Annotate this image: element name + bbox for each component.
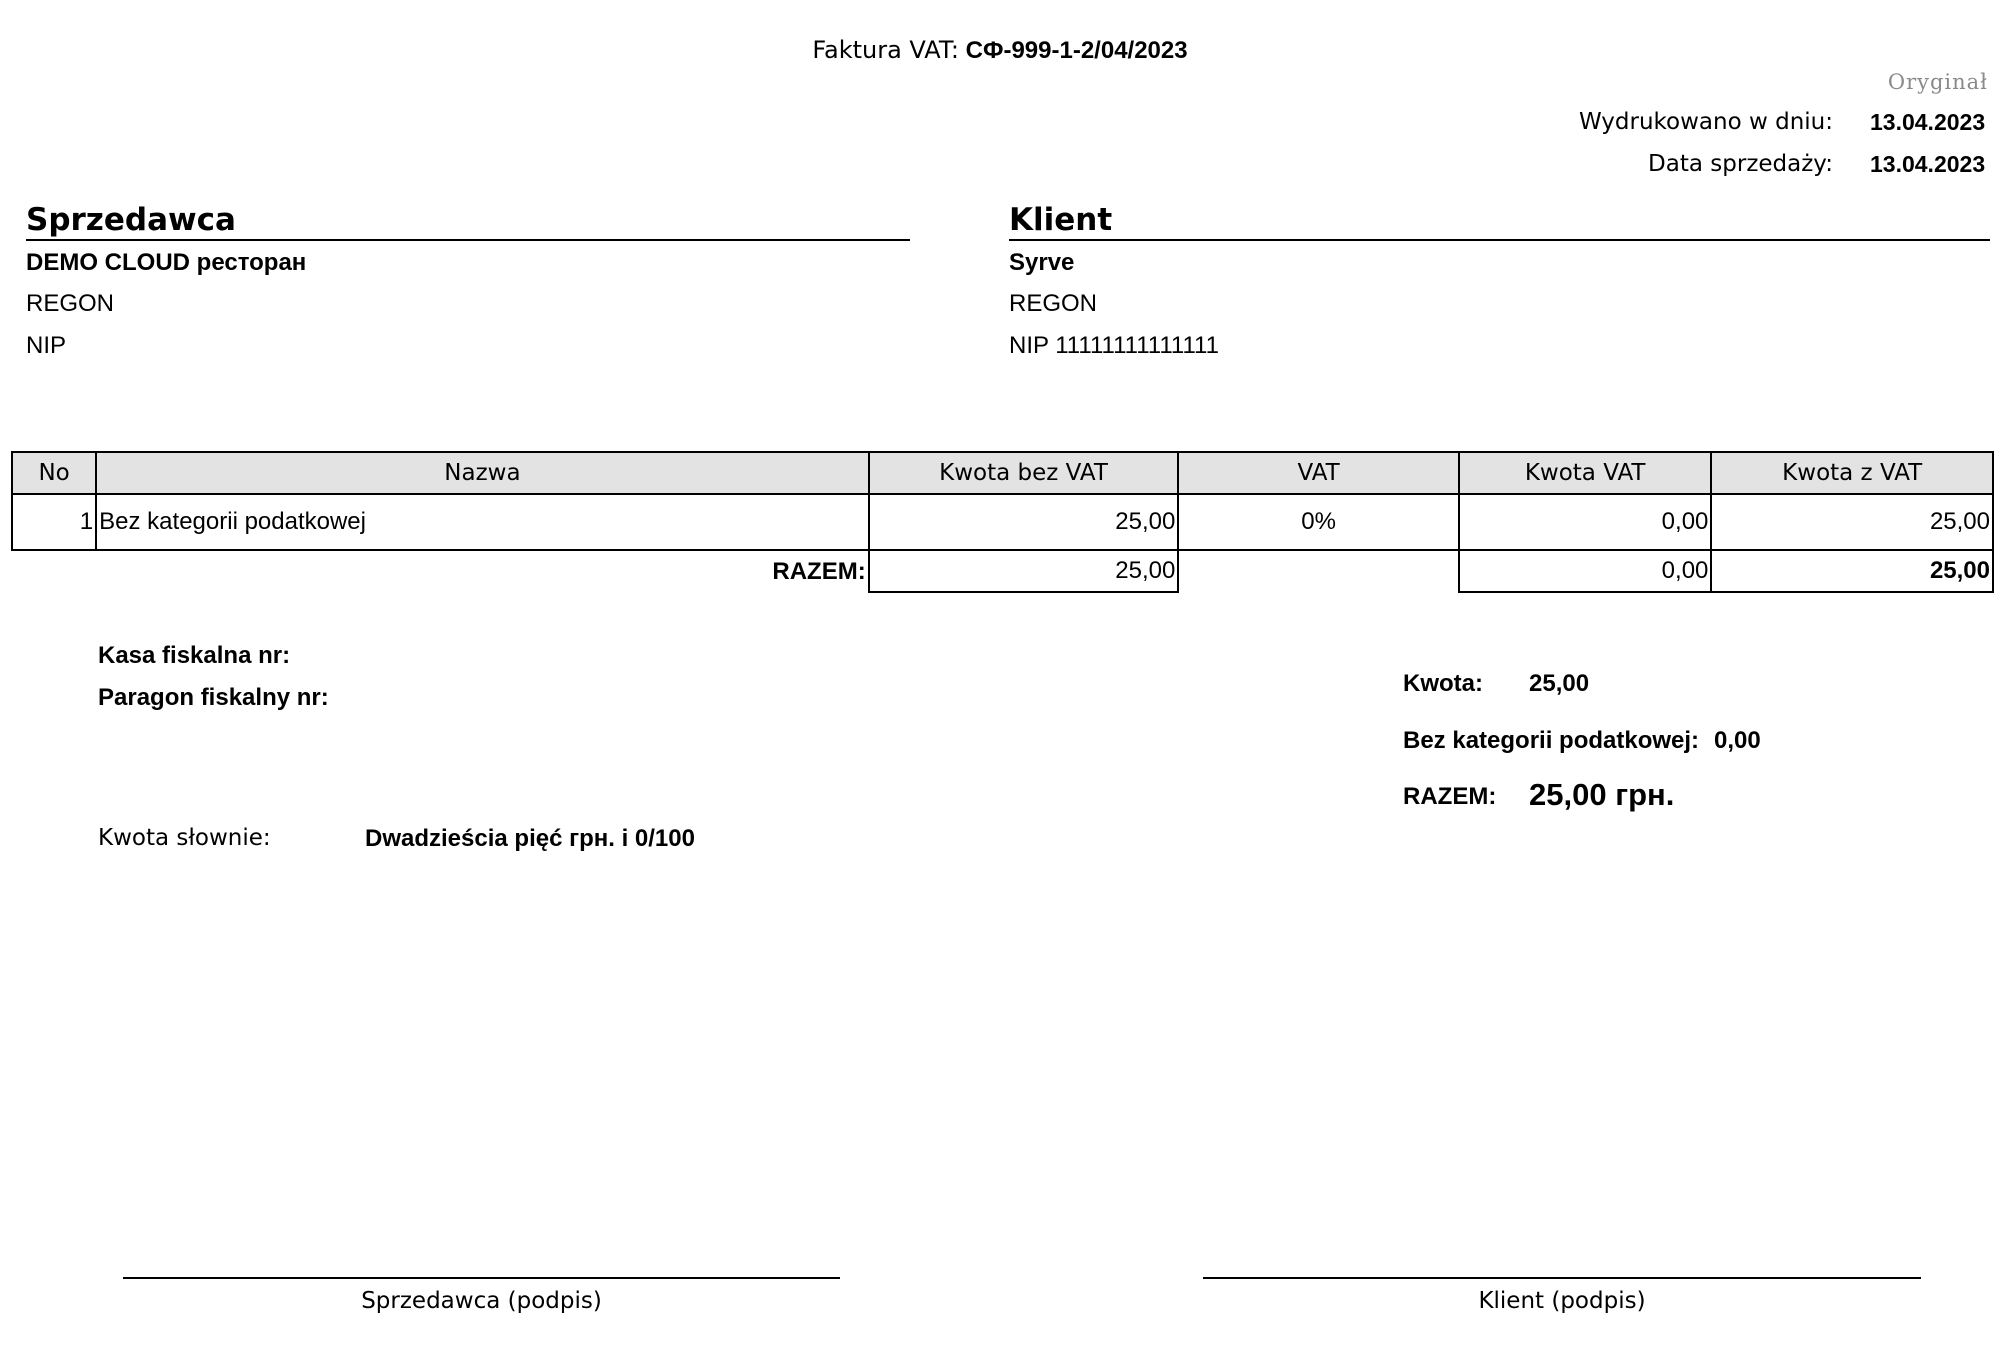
client-regon: REGON <box>1009 290 1098 317</box>
fiscal-register-label: Kasa fiskalna nr: <box>98 642 291 669</box>
seller-signature-label: Sprzedawca (podpis) <box>361 1288 602 1314</box>
cell-vat: 0% <box>1178 494 1459 550</box>
totals-vat-empty <box>1178 550 1459 592</box>
printed-date-label: Wydrukowano w dniu: <box>1578 109 1833 135</box>
cell-gross: 25,00 <box>1711 494 1993 550</box>
client-name: Syrve <box>1009 249 1075 276</box>
cell-name: Bez kategorii podatkowej <box>96 494 869 550</box>
seller-nip: NIP <box>26 332 67 359</box>
items-table <box>11 451 1994 593</box>
client-heading-rule <box>1009 239 1990 241</box>
original-mark: Oryginał <box>1887 70 1988 94</box>
totals-net: 25,00 <box>869 550 1179 592</box>
totals-gross: 25,00 <box>1711 550 1993 592</box>
client-nip: NIP 11111111111111 <box>1009 332 1219 359</box>
summary-total-label: RAZEM: <box>1403 783 1497 810</box>
invoice-title-label: Faktura VAT: <box>812 36 959 64</box>
table-row <box>12 494 1993 550</box>
sale-date-label: Data sprzedaży: <box>1648 151 1833 177</box>
invoice-number: СФ-999-1-2/04/2023 <box>965 37 1188 64</box>
seller-signature-line <box>123 1277 840 1279</box>
seller-name: DEMO CLOUD ресторан <box>26 249 307 276</box>
column-header-name: Nazwa <box>96 452 869 494</box>
column-header-vat-amount: Kwota VAT <box>1459 452 1712 494</box>
seller-regon: REGON <box>26 290 115 317</box>
cell-net: 25,00 <box>869 494 1179 550</box>
seller-heading-rule <box>26 239 910 241</box>
printed-date-value: 13.04.2023 <box>1870 109 1986 135</box>
column-header-gross: Kwota z VAT <box>1711 452 1993 494</box>
totals-vat-amount: 0,00 <box>1459 550 1712 592</box>
client-heading: Klient <box>1009 202 1113 238</box>
summary-category-value: 0,00 <box>1714 727 1761 754</box>
client-signature-label: Klient (podpis) <box>1478 1288 1646 1314</box>
sale-date-value: 13.04.2023 <box>1870 151 1986 177</box>
amount-in-words-label: Kwota słownie: <box>98 825 271 851</box>
invoice-title <box>0 36 2000 65</box>
column-header-vat: VAT <box>1178 452 1459 494</box>
fiscal-receipt-label: Paragon fiskalny nr: <box>98 684 329 711</box>
summary-category-label: Bez kategorii podatkowej: <box>1403 727 1700 754</box>
amount-in-words-value: Dwadzieścia pięć грн. i 0/100 <box>365 825 695 852</box>
totals-label: RAZEM: <box>772 557 866 585</box>
summary-amount-label: Kwota: <box>1403 670 1483 697</box>
column-header-net: Kwota bez VAT <box>869 452 1179 494</box>
summary-amount-value: 25,00 <box>1529 670 1590 697</box>
seller-heading: Sprzedawca <box>26 202 236 238</box>
column-header-no: No <box>12 452 96 494</box>
totals-row <box>12 550 1993 592</box>
cell-no: 1 <box>12 494 96 550</box>
table-header-row <box>12 452 1993 494</box>
client-signature-line <box>1203 1277 1921 1279</box>
cell-vat-amount: 0,00 <box>1459 494 1712 550</box>
summary-total-value: 25,00 грн. <box>1529 777 1675 812</box>
